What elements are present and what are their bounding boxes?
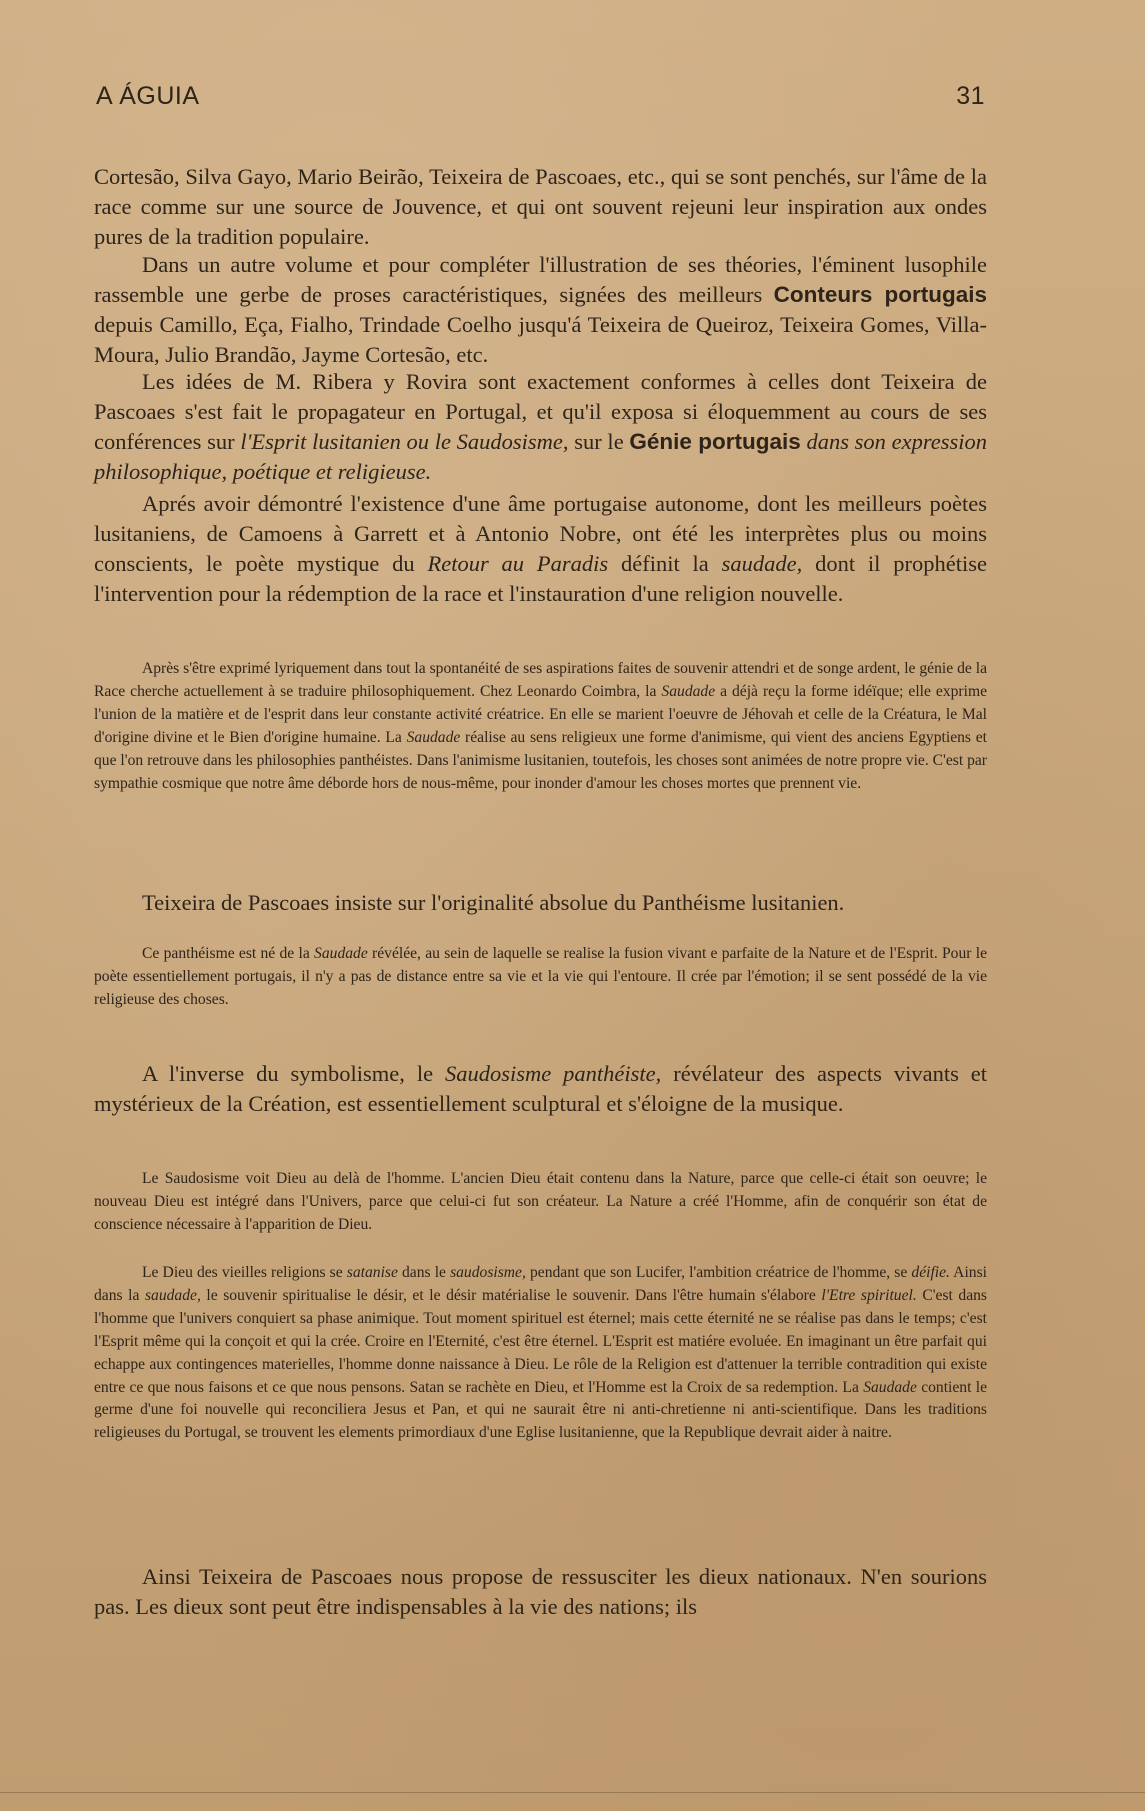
block-quote: [94, 1168, 987, 1237]
italic-text: satanise: [346, 1264, 398, 1281]
paragraph-text: révélateur des aspects vivants et mystérieux de la Création, est essentiellement sculptural et s'éloigne de la musique.: [94, 1061, 988, 1116]
paragraph-text: depuis Camillo, Eça, Fialho, Trindade Coelho jusqu'á Teixeira de Queiroz, Teixeira Gomes, Villa-Moura, Julio Brandão, Jayme Cortesão, etc.: [94, 312, 987, 367]
body-paragraph: [94, 1562, 987, 1622]
block-quote: [94, 658, 987, 795]
italic-text: Saudade: [863, 1378, 917, 1396]
body-paragraph: [94, 1059, 987, 1119]
paragraph-text: A l'inverse du symbolisme, le: [142, 1061, 445, 1086]
emphasis-text: Conteurs portugais: [773, 282, 988, 307]
italic-text: déifie.: [911, 1264, 950, 1281]
italic-text: Retour au Paradis: [427, 551, 609, 576]
italic-text: Saudosisme panthéiste,: [445, 1061, 662, 1086]
quote-text: a déjà reçu la forme idéïque; elle exprime l'union de la matière et de l'esprit dans leur constante activité créatrice. En elle se marient l'oeuvre de Jéhovah et celle de la Créatura, le Mal d'origine divine et le Bien d'origine humaine. La: [94, 682, 987, 746]
quote-text: Le Saudosisme voit Dieu au delà de l'homme. L'ancien Dieu était contenu dans la Nature, parce que celle-ci était son oeuvre; le nouveau Dieu est intégré dans l'Univers, parce que celui-ci fut son créateur. La Nature a créé l'Homme, afin de conquérir son état de conscience nécessaire à l'apparition de Dieu.: [94, 1170, 987, 1233]
paragraph-text: Aprés avoir démontré l'existence d'une âme portugaise autonome, dont les meilleurs poètes lusitaniens, de Camoens à Garrett et à Antonio Nobre, ont été les interprètes plus ou moins conscients, le poète mystique du: [94, 491, 987, 576]
emphasis-text: Génie portugais: [629, 429, 801, 454]
paragraph-text: Ainsi Teixeira de Pascoaes nous propose de ressusciter les dieux nationaux. N'en sourions pas. Les dieux sont peut être indispensables à la vie des nations; ils: [94, 1564, 987, 1619]
block-quote: [94, 943, 987, 1012]
body-paragraph: [94, 489, 987, 609]
paragraph-text: dont il prophétise l'intervention pour la rédemption de la race et l'instauration d'une religion nouvelle.: [94, 551, 987, 606]
quote-text: dans le: [397, 1264, 451, 1281]
quote-text: révélée, au sein de laquelle se realise la fusion vivant e parfaite de la Nature et de l'Esprit. Pour le poète essentiellement portugais, il n'y a pas de distance entre sa vie et la vie qui l'entoure. Il crée par l'émotion; il se sent possédé de la vie religieuse des choses.: [94, 945, 987, 1008]
italic-text: l'Esprit lusitanien ou le Saudosisme,: [240, 429, 569, 454]
quote-text: le souvenir spiritualise le désir, et le désir matérialise le souvenir. Dans l'être humain s'élabore: [200, 1286, 822, 1304]
italic-text: saudade,: [144, 1286, 201, 1304]
quote-text: Ainsi dans la: [94, 1264, 987, 1304]
quote-text: pendant que son Lucifer, l'ambition créatrice de l'homme, se: [525, 1264, 912, 1281]
paragraph-text: Les idées de M. Ribera y Rovira sont exactement conformes à celles dont Teixeira de Pascoaes s'est fait le propagateur en Portugal, et qu'il exposa si éloquemment au cours de ses conférences sur: [94, 369, 987, 454]
body-paragraph: [94, 250, 987, 370]
quote-text: C'est dans l'homme que l'univers conquiert sa phase animique. Tout moment spirituel est éternel; mais cette éternité ne se réalise pas dans le temps; c'est l'Esprit même qui la conçoit et qui la crée. Croire en l'Eternité, c'est être éternel. L'Esprit est matiére evoluée. En imaginant un être parfait qui echappe aux contingences materielles, l'homme donne naissance à Dieu. Le rôle de la Religion est d'attenuer la terrible contradition qui existe entre ce que nous faisons et ce que nous pensons. Satan se rachète en Dieu, et l'Homme est la Croix de sa redemption. La: [94, 1286, 988, 1396]
block-quote: [94, 1262, 987, 1445]
running-title: A ÁGUIA: [96, 82, 200, 110]
body-paragraph: [94, 162, 987, 252]
page-bottom-edge: [0, 1792, 1145, 1793]
quote-text: contient le germe d'une foi nouvelle qui reconciliera Jesus et Pan, et qui ne saurait être ni anti-chretienne ni anti-scientifique. Dans les traditions religieuses du Portugal, se trouvent les elements primordiaux d'une Eglise lusitanienne, que la Republique devrait aider à naitre.: [94, 1378, 987, 1442]
body-paragraph: [94, 888, 987, 918]
italic-text: saudade,: [721, 551, 803, 576]
paragraph-text: Dans un autre volume et pour compléter l'illustration de ses théories, l'éminent lusophile rassemble une gerbe de proses caractéristiques, signées des meilleurs: [94, 252, 987, 307]
quote-text: Après s'être exprimé lyriquement dans tout la spontanéité de ses aspirations faites de souvenir attendri et de songe ardent, le génie de la Race cherche actuellement à se traduire philosophiquement. Chez Leonardo Coimbra, la: [94, 660, 987, 700]
quote-text: réalise au sens religieux une forme d'animisme, qui vient des anciens Egyptiens et que l'on retrouve dans les philosophies panthéistes. Dans l'animisme lusitanien, toutefois, les choses sont animées de notre propre vie. C'est par sympathie cosmique que notre âme déborde hors de nous-même, pour inonder d'amour les choses mortes que prennent vie.: [94, 728, 987, 792]
paragraph-text: Cortesão, Silva Gayo, Mario Beirão, Teixeira de Pascoaes, etc., qui se sont penchés, sur l'âme de la race comme sur une source de Jouvence, et qui ont souvent rejeuni leur inspiration aux ondes pures de la tradition populaire.: [94, 164, 987, 249]
page-header: [96, 82, 985, 116]
italic-text: saudosisme,: [450, 1264, 526, 1281]
body-paragraph: [94, 367, 987, 487]
italic-text: Saudade: [314, 945, 368, 962]
quote-text: Ce panthéisme est né de la: [142, 945, 315, 962]
italic-text: l'Etre spirituel.: [821, 1286, 917, 1304]
italic-text: dans son expression philosophique, poétique et religieuse.: [94, 429, 987, 484]
quote-text: Le Dieu des vieilles religions se: [142, 1264, 347, 1281]
paragraph-text: sur le: [568, 429, 630, 454]
page-number: 31: [956, 82, 985, 110]
italic-text: Saudade: [406, 728, 461, 746]
italic-text: Saudade: [661, 682, 716, 700]
paragraph-text: définit la: [608, 551, 722, 576]
paragraph-text: Teixeira de Pascoaes insiste sur l'originalité absolue du Panthéisme lusitanien.: [142, 890, 845, 915]
